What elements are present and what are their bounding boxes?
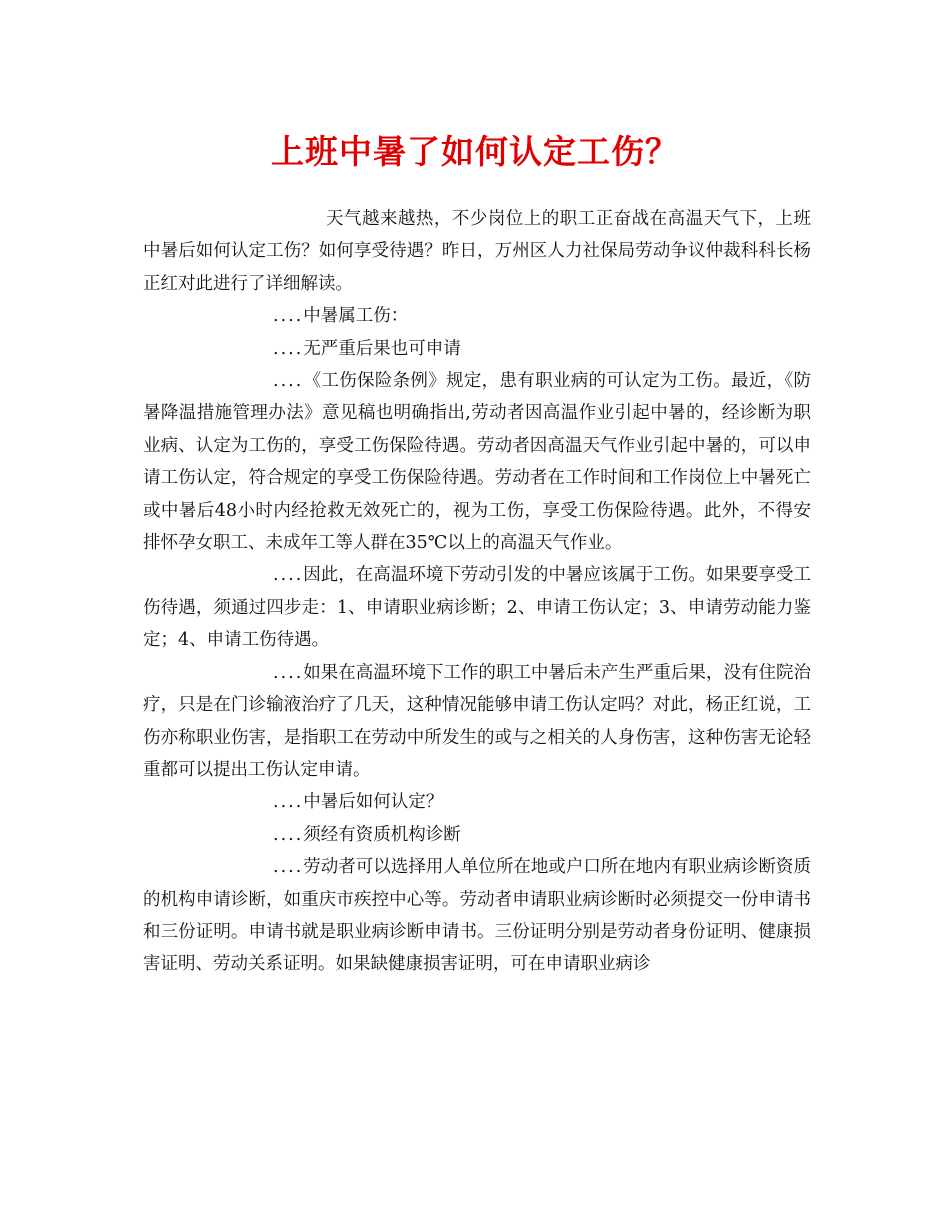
paragraph [143, 851, 811, 981]
paragraph [143, 657, 811, 787]
paragraph-prefix: .... [273, 662, 304, 683]
paragraph-subheading [143, 819, 811, 851]
paragraph-heading [143, 300, 811, 332]
paragraph-prefix: .... [273, 792, 304, 813]
page-title: 上班中暑了如何认定工伤？ [271, 132, 679, 171]
paragraph-text: 因此，在高温环境下劳动引发的中暑应该属于工伤。如果要享受工伤待遇，须通过四步走：1、申请职业病诊断；2、申请工伤认定；3、申请劳动能力鉴定；4、申请工伤待遇。 [143, 565, 811, 651]
paragraph-prefix: .... [273, 565, 304, 586]
paragraph-subheading [143, 333, 811, 365]
paragraph-prefix: .... [273, 306, 304, 327]
paragraph-intro [143, 203, 811, 300]
paragraph-text: 须经有资质机构诊断 [303, 824, 461, 845]
paragraph-text: 劳动者可以选择用人单位所在地或户口所在地内有职业病诊断资质的机构申请诊断，如重庆市疾控中心等。劳动者申请职业病诊断时必须提交一份申请书和三份证明。申请书就是职业病诊断申请书。三份证明分别是劳动者身份证明、健康损害证明、劳动关系证明。如果缺健康损害证明，可在申请职业病诊 [143, 857, 811, 975]
article-body [143, 203, 811, 981]
paragraph-prefix: .... [273, 824, 304, 845]
paragraph-text: 《工伤保险条例》规定，患有职业病的可认定为工伤。最近，《防暑降温措施管理办法》意见稿也明确指出,劳动者因高温作业引起中暑的，经诊断为职业病、认定为工伤的，享受工伤保险待遇。劳动者因高温天气作业引起中暑的，可以申请工伤认定，符合规定的享受工伤保险待遇。劳动者在工作时间和工作岗位上中暑死亡或中暑后48小时内经抢救无效死亡的，视为工伤，享受工伤保险待遇。此外，不得安排怀孕女职工、未成年工等人群在35℃以上的高温天气作业。 [143, 371, 811, 554]
paragraph-prefix: .... [273, 857, 304, 878]
paragraph [143, 365, 811, 559]
paragraph [143, 559, 811, 656]
paragraph-prefix: .... [273, 338, 304, 359]
paragraph-text: 中暑属工伤： [303, 306, 409, 327]
paragraph-text: 无严重后果也可申请 [303, 338, 461, 359]
paragraph-text: 如果在高温环境下工作的职工中暑后未产生严重后果，没有住院治疗，只是在门诊输液治疗了几天，这种情况能够申请工伤认定吗？对此，杨正红说，工伤亦称职业伤害，是指职工在劳动中所发生的或与之相关的人身伤害，这种伤害无论轻重都可以提出工伤认定申请。 [143, 662, 811, 780]
paragraph-text: 中暑后如何认定？ [303, 792, 444, 813]
paragraph-heading [143, 786, 811, 818]
paragraph-prefix: .... [273, 371, 304, 392]
paragraph-text: 天气越来越热，不少岗位上的职工正奋战在高温天气下，上班中暑后如何认定工伤？如何享受待遇？昨日，万州区人力社保局劳动争议仲裁科科长杨正红对此进行了详细解读。 [143, 209, 811, 294]
